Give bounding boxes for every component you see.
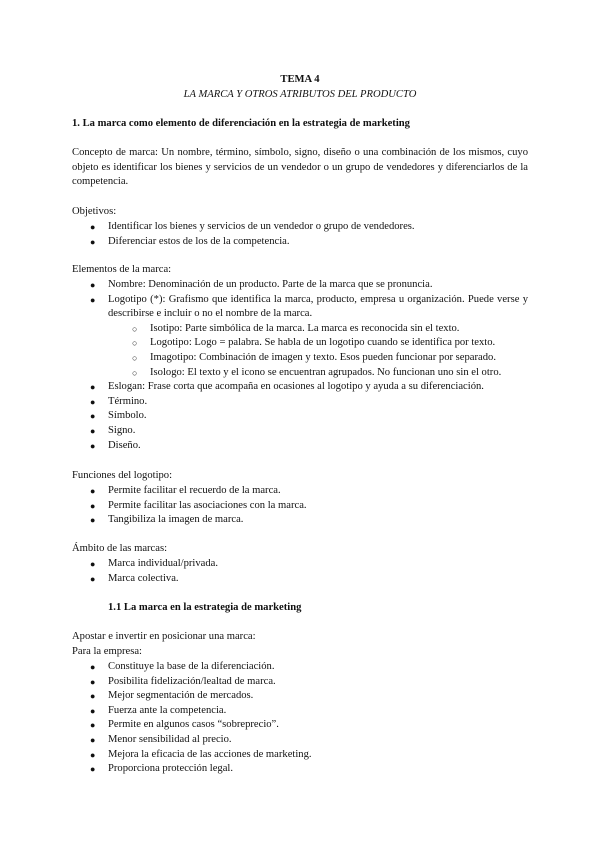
list-item: ○ Isotipo: Parte simbólica de la marca. La marca es reconocida sin el texto. bbox=[130, 322, 528, 337]
bullet-icon: ● bbox=[90, 559, 96, 569]
list-item: ● Nombre: Denominación de un producto. Parte de la marca que se pronuncia. bbox=[88, 278, 528, 293]
list-item: ● Signo. bbox=[88, 424, 528, 439]
section-1-1-heading: 1.1 La marca en la estrategia de marketing bbox=[108, 602, 302, 613]
bullet-icon: ● bbox=[90, 749, 96, 760]
bullet-icon: ● bbox=[90, 411, 96, 422]
bullet-icon: ● bbox=[90, 440, 96, 451]
list-item: ● Mejor segmentación de mercados. bbox=[88, 689, 528, 704]
bullet-icon: ● bbox=[90, 222, 96, 232]
bullet-icon: ● bbox=[90, 734, 96, 745]
bullet-circle-icon: ○ bbox=[132, 367, 138, 378]
brand-concept-paragraph: Concepto de marca: Un nombre, término, símbolo, signo, diseño o una combinación de los mismos, cuyo objeto es identificar los bienes y servicios de un vendedor o un grupo de vendedores y diferenciarlos de la competencia. bbox=[72, 147, 528, 188]
section-1-heading: 1. La marca como elemento de diferenciación en la estrategia de marketing bbox=[72, 118, 410, 129]
list-item: ● Diferenciar estos de los de la competencia. bbox=[88, 235, 528, 250]
list-item: ● Eslogan: Frase corta que acompaña en ocasiones al logotipo y ayuda a su diferenciación. bbox=[88, 380, 528, 395]
list-item: ● Tangibiliza la imagen de marca. bbox=[88, 513, 528, 528]
list-item: ● Diseño. bbox=[88, 439, 528, 454]
bullet-icon: ● bbox=[90, 676, 96, 687]
list-item: ● Término. bbox=[88, 395, 528, 410]
functions-list bbox=[88, 484, 528, 528]
bullet-icon: ● bbox=[90, 382, 96, 393]
bullet-icon: ● bbox=[90, 764, 96, 775]
elements-label: Elementos de la marca: bbox=[72, 264, 172, 275]
list-item: ● Fuerza ante la competencia. bbox=[88, 704, 528, 719]
bullet-icon: ● bbox=[90, 396, 96, 407]
bullet-icon: ● bbox=[90, 662, 96, 672]
elements-list bbox=[88, 278, 528, 453]
list-item: ● Identificar los bienes y servicios de un vendedor o grupo de vendedores. bbox=[88, 220, 528, 235]
invest-intro: Apostar e invertir en posicionar una marca: bbox=[72, 631, 256, 642]
bullet-icon: ● bbox=[90, 691, 96, 702]
bullet-icon: ● bbox=[90, 486, 96, 496]
list-item: ○ Isologo: El texto y el icono se encuentran agrupados. No funcionan uno sin el otro. bbox=[130, 366, 528, 381]
list-item: ○ Logotipo: Logo = palabra. Se habla de un logotipo cuando se identifica por texto. bbox=[130, 336, 528, 351]
for-company-label: Para la empresa: bbox=[72, 646, 143, 657]
bullet-icon: ● bbox=[90, 425, 96, 436]
bullet-icon: ● bbox=[90, 294, 96, 305]
bullet-circle-icon: ○ bbox=[132, 352, 138, 363]
list-item: ● Logotipo (*): Grafismo que identifica la marca, producto, empresa u organización. Puede verse y describirse e incluir o no el nombre de la marca. ○ Isotipo: Parte simbólica de la marca. La marca es reconocida sin el texto. ○ Logotipo: Logo = palabra. Se habla de un logotipo cuando se identifica por texto. ○ Imagotipo: Combinación de imagen y texto. Esos pueden funcionar por separado. ○ Isologo: El texto y el icono se encuentran agrupados. No funcionan uno sin el otro. bbox=[88, 293, 528, 381]
bullet-icon: ● bbox=[90, 720, 96, 731]
bullet-icon: ● bbox=[90, 500, 96, 511]
list-item: ● Símbolo. bbox=[88, 409, 528, 424]
scope-label: Ámbito de las marcas: bbox=[72, 543, 168, 554]
list-item: ○ Imagotipo: Combinación de imagen y texto. Esos pueden funcionar por separado. bbox=[130, 351, 528, 366]
list-item: ● Marca individual/privada. bbox=[88, 557, 528, 572]
functions-label: Funciones del logotipo: bbox=[72, 470, 173, 481]
bullet-icon: ● bbox=[90, 705, 96, 716]
objectives-list bbox=[88, 220, 528, 249]
benefits-list bbox=[88, 660, 528, 777]
bullet-circle-icon: ○ bbox=[132, 323, 138, 334]
page-subtitle: LA MARCA Y OTROS ATRIBUTOS DEL PRODUCTO bbox=[183, 89, 417, 100]
list-item: ● Marca colectiva. bbox=[88, 572, 528, 587]
list-item: ● Permite facilitar las asociaciones con la marca. bbox=[88, 499, 528, 514]
bullet-circle-icon: ○ bbox=[132, 338, 138, 349]
bullet-icon: ● bbox=[90, 280, 96, 290]
page-title: TEMA 4 bbox=[280, 74, 320, 85]
list-item: ● Menor sensibilidad al precio. bbox=[88, 733, 528, 748]
bullet-icon: ● bbox=[90, 515, 96, 526]
objectives-label: Objetivos: bbox=[72, 206, 117, 217]
bullet-icon: ● bbox=[90, 573, 96, 584]
bullet-icon: ● bbox=[90, 236, 96, 247]
list-item: ● Permite facilitar el recuerdo de la marca. bbox=[88, 484, 528, 499]
logotipo-sublist bbox=[108, 322, 528, 380]
list-item: ● Permite en algunos casos “sobreprecio”. bbox=[88, 718, 528, 733]
scope-list bbox=[88, 557, 528, 586]
list-item: ● Constituye la base de la diferenciación. bbox=[88, 660, 528, 675]
list-item: ● Proporciona protección legal. bbox=[88, 762, 528, 777]
list-item: ● Posibilita fidelización/lealtad de marca. bbox=[88, 675, 528, 690]
list-item: ● Mejora la eficacia de las acciones de marketing. bbox=[88, 748, 528, 763]
